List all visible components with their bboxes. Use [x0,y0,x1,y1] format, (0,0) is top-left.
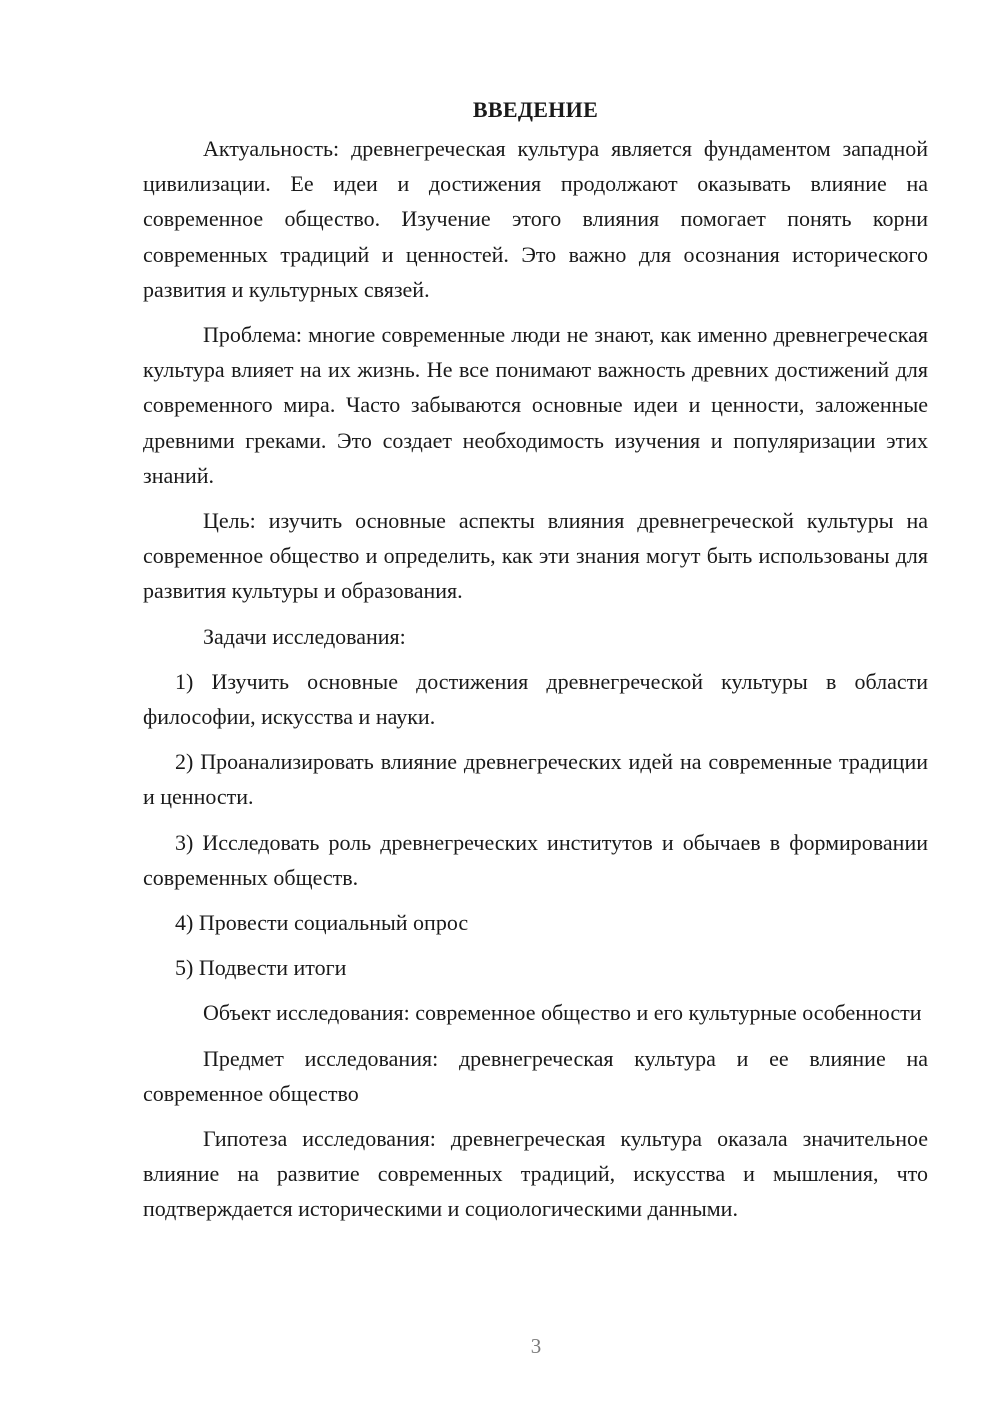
task-item-5: 5) Подвести итоги [175,955,347,981]
task-item-1: 1) Изучить основные достижения древнегреческой культуры в области философии, искусства и науки. [143,668,928,730]
paragraph-hypothesis: Гипотеза исследования: древнегреческая культура оказала значительное влияние на развитие современных традиций, искусства и мышления, что подтверждается историческими и социологическими данными. [143,1126,928,1222]
paragraph-goal: Цель: изучить основные аспекты влияния древнегреческой культуры на современное общество и определить, как эти знания могут быть использованы для развития культуры и образования. [143,508,928,604]
paragraph-problem: Проблема: многие современные люди не знают, как именно древнегреческая культура влияет на их жизнь. Не все понимают важность древних достижений для современного мира. Часто забываются основные идеи и ценности, заложенные древними греками. Это создает необходимость изучения и популяризации этих знаний. [143,322,928,488]
paragraph-subject: Предмет исследования: древнегреческая культура и ее влияние на современное общество [143,1045,928,1106]
document-page [143,92,928,1227]
paragraph-object: Объект исследования: современное общество и его культурные особенности [203,1000,922,1026]
paragraph-relevance: Актуальность: древнегреческая культура является фундаментом западной цивилизации. Ее идеи и достижения продолжают оказывать влияние на современное общество. Изучение этого влияния помогает понять корни современных традиций и ценностей. Это важно для осознания исторического развития и культурных связей. [143,136,928,302]
page-number: 3 [530,1334,542,1358]
task-item-2: 2) Проанализировать влияние древнегреческих идей на современные традиции и ценности. [143,749,928,810]
task-item-4: 4) Провести социальный опрос [175,910,469,936]
tasks-heading: Задачи исследования: [203,623,406,649]
task-item-3: 3) Исследовать роль древнегреческих институтов и обычаев в формировании современных обществ. [143,829,928,890]
section-title: ВВЕДЕНИЕ [472,97,599,122]
